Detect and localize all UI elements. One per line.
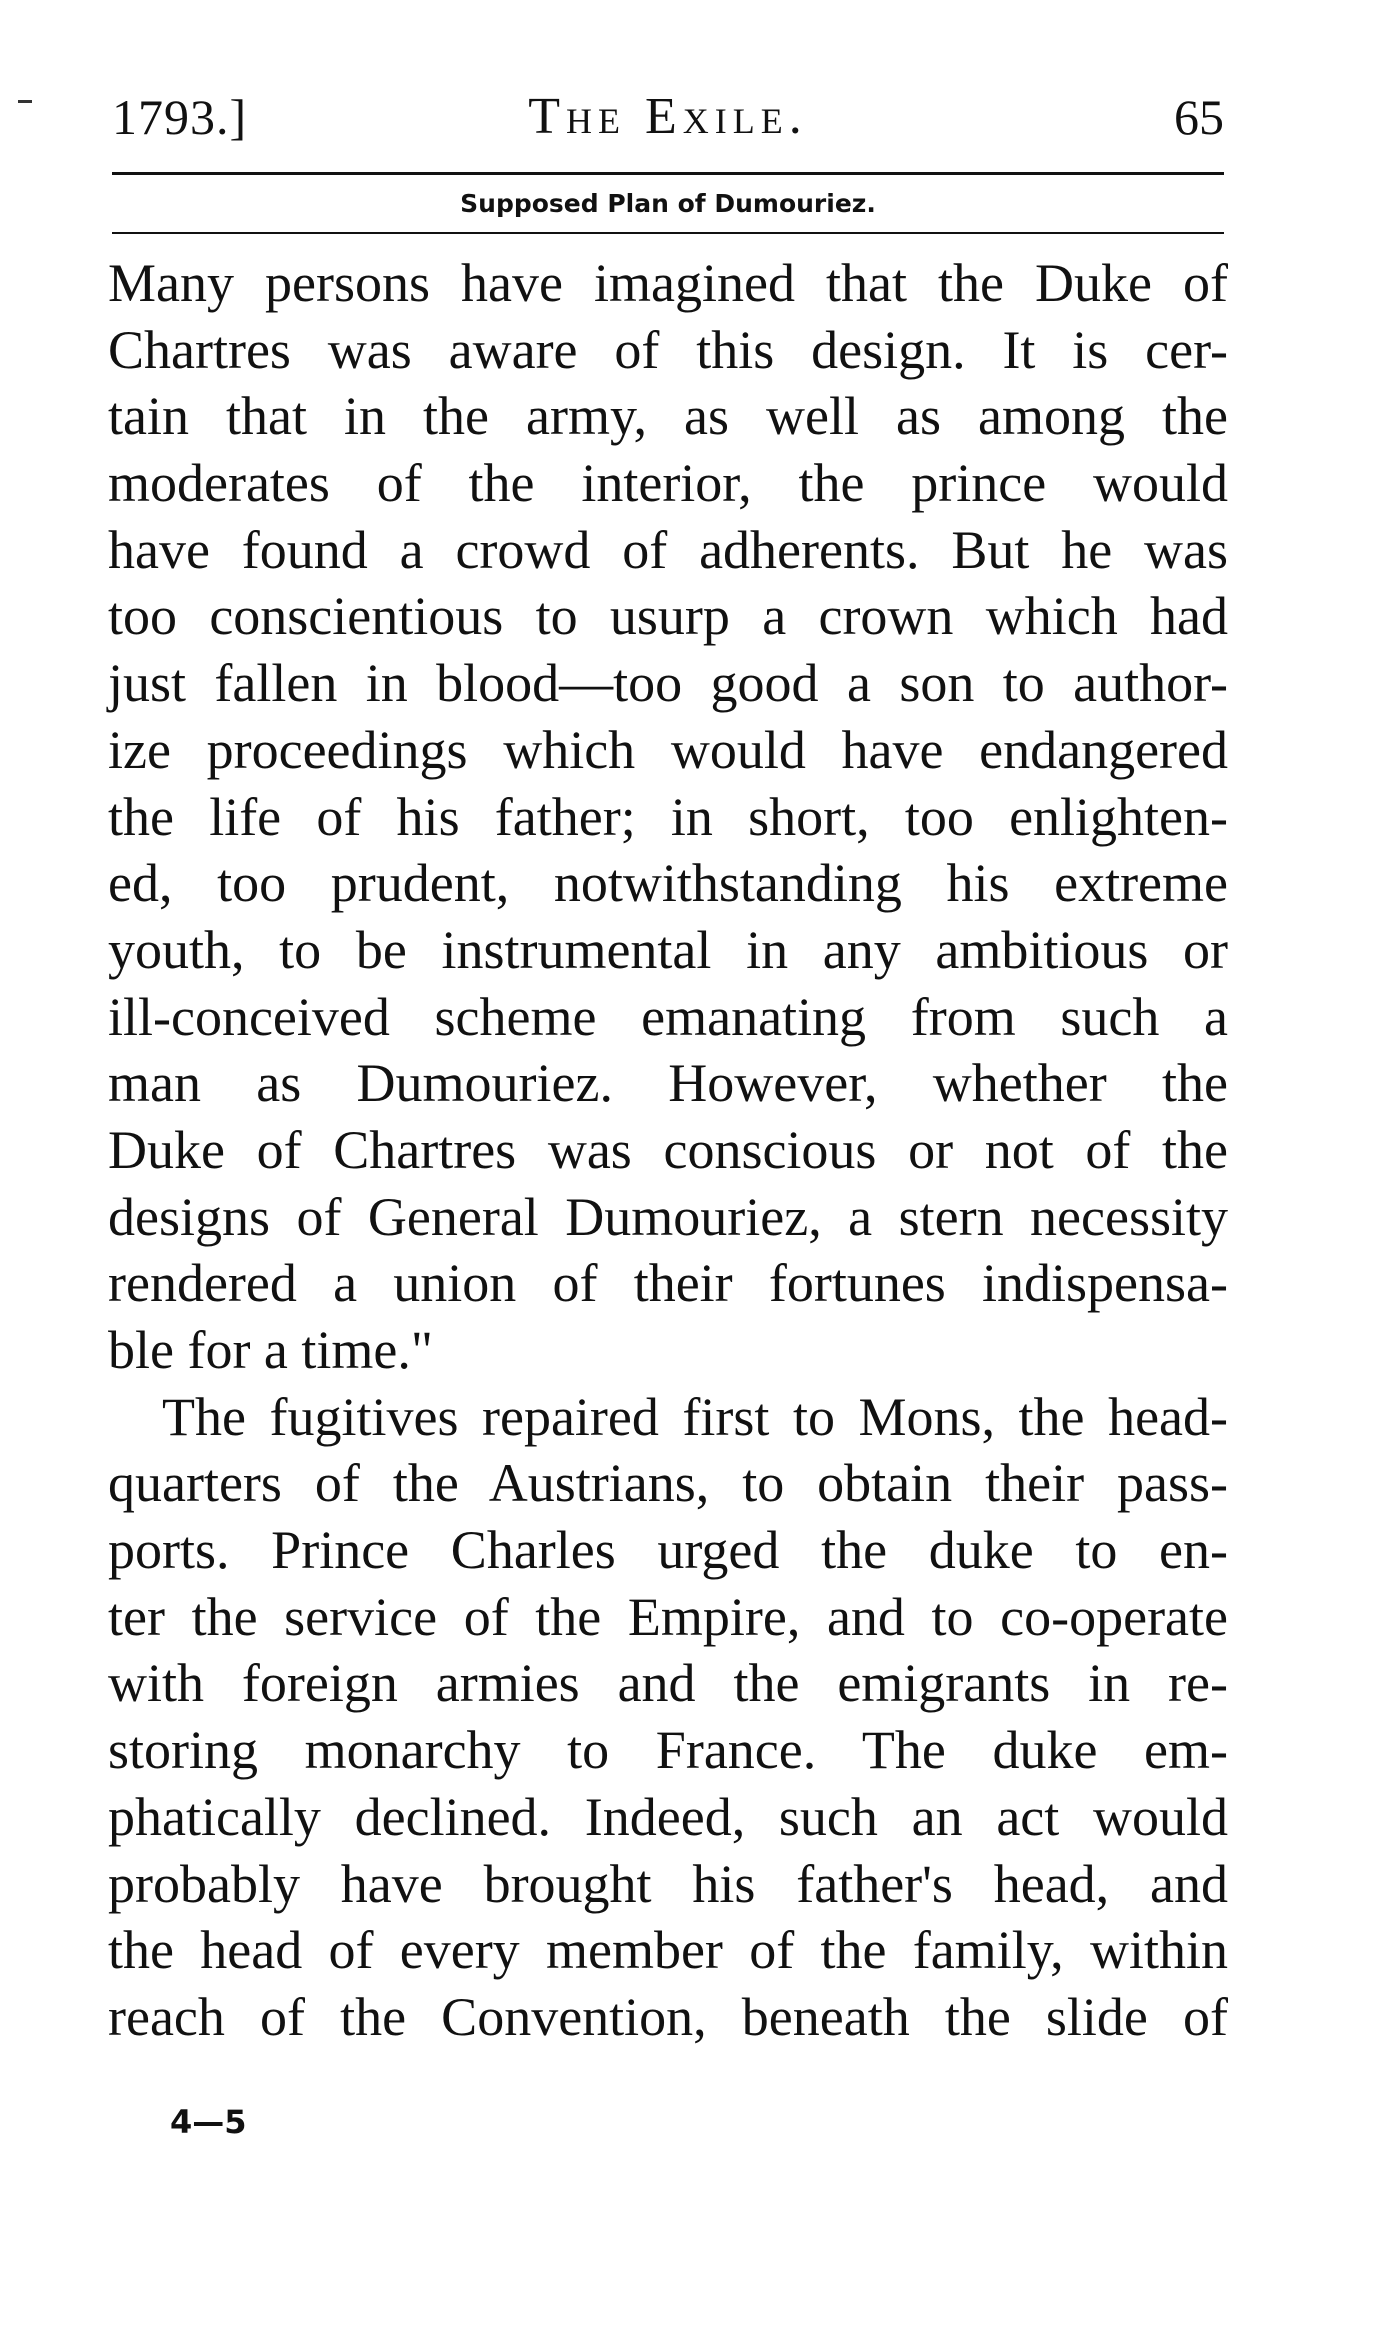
text-line: too conscientious to usurp a crown which had [108,586,1228,647]
text-line: man as Dumouriez. However, whether the [108,1053,1228,1114]
header-rule-top [112,172,1224,175]
body-text [108,250,1228,2051]
text-line: Chartres was aware of this design. It is cer- [108,319,1228,380]
text-line: tain that in the army, as well as among the [108,386,1228,447]
text-line: ill-conceived scheme emanating from such a [108,986,1228,1047]
text-line: reach of the Convention, beneath the slide of [108,1986,1228,2047]
text-line: storing monarchy to France. The duke em- [108,1720,1228,1781]
text-line: rendered a union of their fortunes indispensa- [108,1253,1228,1314]
text-line: probably have brought his father's head, and [108,1853,1228,1914]
text-line: youth, to be instrumental in any ambitious or [108,919,1228,980]
text-line: ports. Prince Charles urged the duke to en- [108,1520,1228,1581]
page-number: 65 [1174,89,1224,145]
text-line: the head of every member of the family, within [108,1920,1228,1981]
text-line: designs of General Dumouriez, a stern necessity [108,1186,1228,1247]
running-head-year: 1793.] [112,89,248,145]
text-line: moderates of the interior, the prince would [108,453,1228,514]
paragraph-2 [108,1384,1228,2051]
signature-mark: 4—5 [170,2103,247,2141]
text-line: ed, too prudent, notwithstanding his extreme [108,853,1228,914]
header-rule-bottom [112,232,1224,234]
text-line: quarters of the Austrians, to obtain their pass- [108,1453,1228,1514]
text-line: The fugitives repaired first to Mons, the head- [162,1386,1228,1447]
text-line: Many persons have imagined that the Duke of [108,253,1228,313]
running-head [112,82,1224,152]
text-line: ize proceedings which would have endangered [108,719,1228,780]
text-line: ble for a time." [108,1320,433,1380]
text-line: Duke of Chartres was conscious or not of the [108,1119,1228,1180]
text-line: ter the service of the Empire, and to co-operate [108,1586,1228,1647]
margin-mark [18,100,32,103]
paragraph-1 [108,250,1228,1384]
text-line: with foreign armies and the emigrants in re- [108,1653,1228,1714]
text-line: phatically declined. Indeed, such an act would [108,1786,1228,1847]
text-line: just fallen in blood—too good a son to author- [108,653,1228,714]
running-head-title: The Exile. [528,88,808,145]
text-line: the life of his father; in short, too enlighten- [108,786,1228,847]
section-subheading: Supposed Plan of Dumouriez. [460,189,876,218]
text-line: have found a crowd of adherents. But he was [108,519,1228,580]
